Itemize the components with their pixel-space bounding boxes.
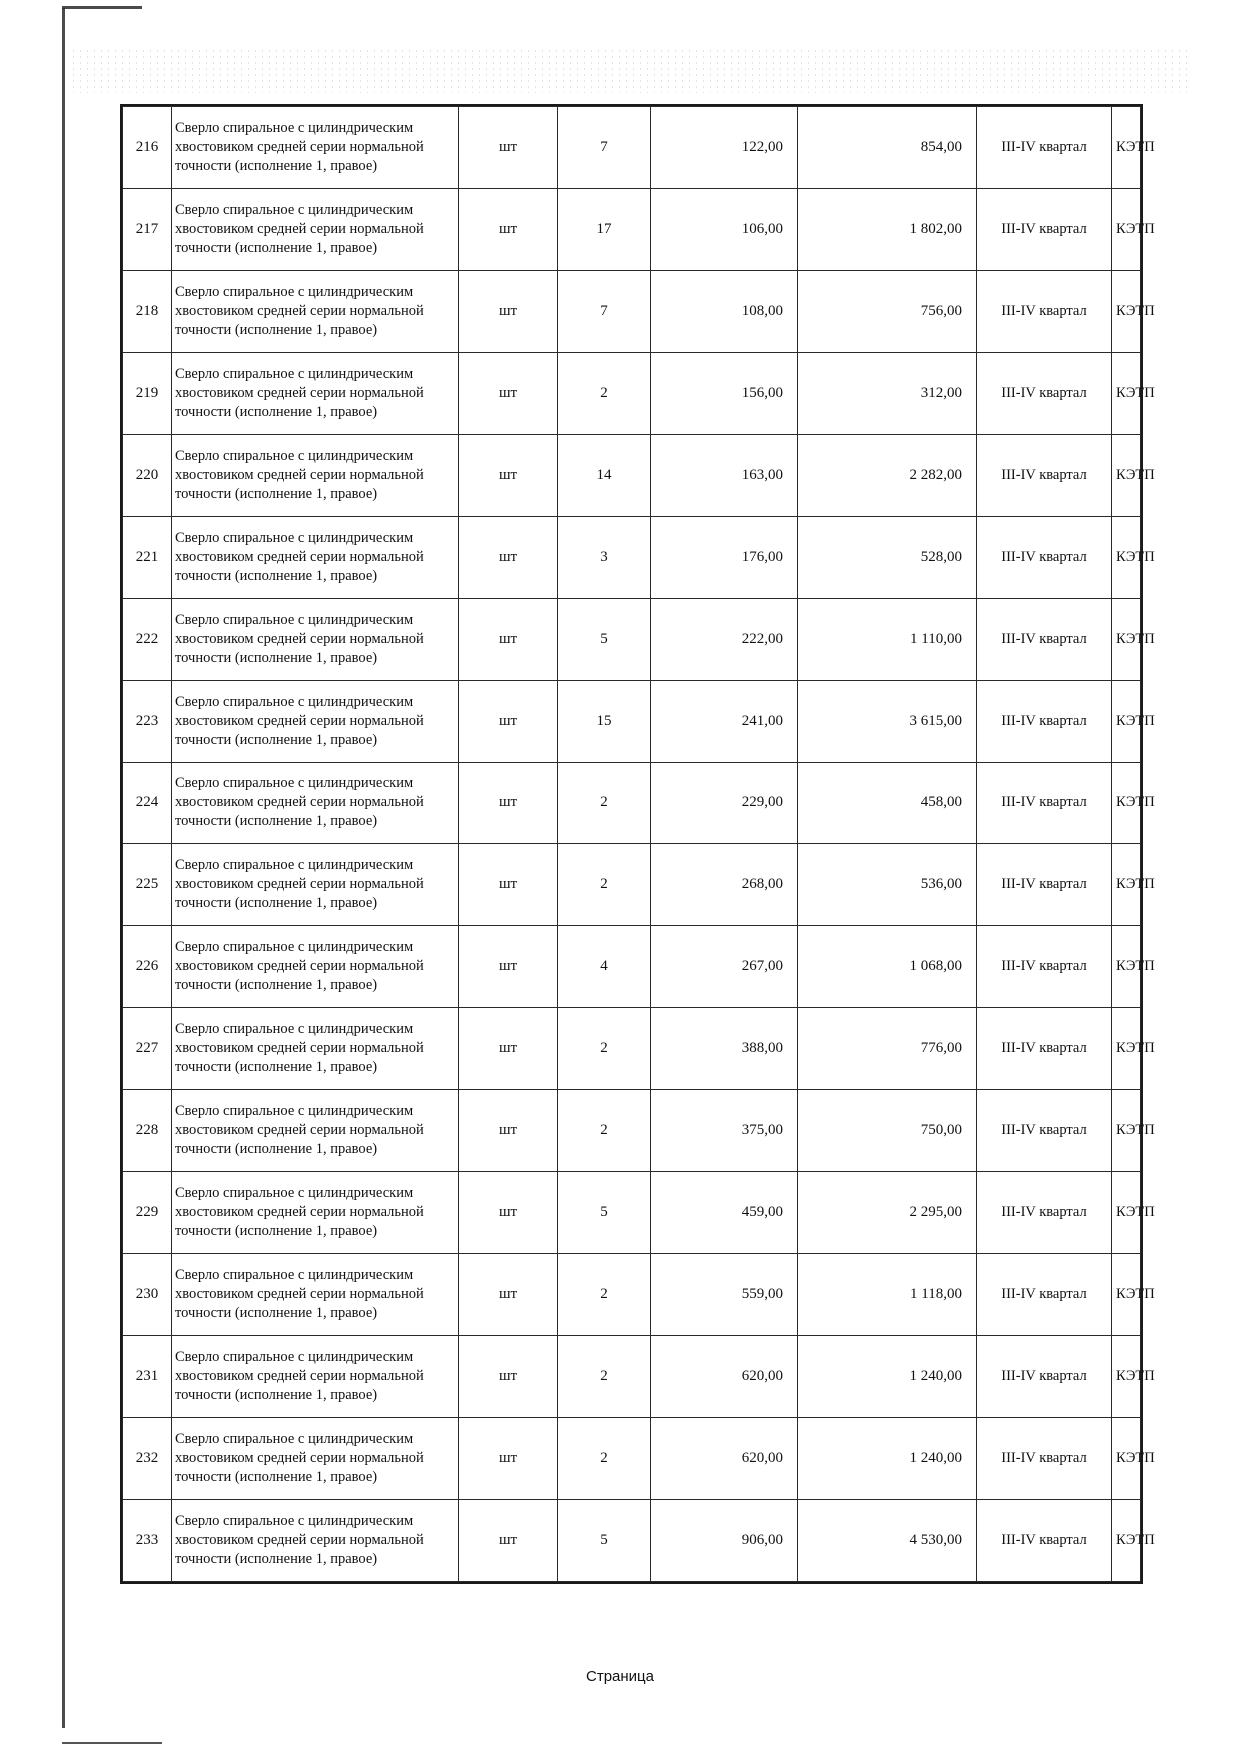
item-price: 559,00 xyxy=(651,1254,798,1336)
table-row xyxy=(123,926,1141,1008)
item-period: III-IV квартал xyxy=(977,680,1112,762)
item-total: 3 615,00 xyxy=(798,680,977,762)
item-period: III-IV квартал xyxy=(977,926,1112,1008)
item-price: 375,00 xyxy=(651,1090,798,1172)
item-organization: КЭТП xyxy=(1112,516,1141,598)
table-row xyxy=(123,762,1141,844)
item-name: Сверло спиральное с цилиндрическим хвостовиком средней серии нормальной точности (исполнение 1, правое) xyxy=(172,1090,459,1172)
item-price: 388,00 xyxy=(651,1008,798,1090)
item-organization: КЭТП xyxy=(1112,1254,1141,1336)
item-period: III-IV квартал xyxy=(977,1090,1112,1172)
item-price: 620,00 xyxy=(651,1418,798,1500)
items-table-body xyxy=(123,107,1155,1582)
row-number: 230 xyxy=(123,1254,172,1336)
item-period: III-IV квартал xyxy=(977,1336,1112,1418)
item-quantity: 2 xyxy=(558,844,651,926)
item-name: Сверло спиральное с цилиндрическим хвостовиком средней серии нормальной точности (исполнение 1, правое) xyxy=(172,516,459,598)
table-row xyxy=(123,107,1141,189)
item-period: III-IV квартал xyxy=(977,352,1112,434)
table-row xyxy=(123,1172,1141,1254)
item-unit: шт xyxy=(459,1172,558,1254)
item-price: 108,00 xyxy=(651,270,798,352)
item-quantity: 2 xyxy=(558,1008,651,1090)
item-name: Сверло спиральное с цилиндрическим хвостовиком средней серии нормальной точности (исполнение 1, правое) xyxy=(172,1499,459,1581)
item-organization: КЭТП xyxy=(1112,434,1141,516)
item-organization: КЭТП xyxy=(1112,926,1141,1008)
item-unit: шт xyxy=(459,516,558,598)
item-unit: шт xyxy=(459,352,558,434)
item-price: 176,00 xyxy=(651,516,798,598)
item-total: 1 110,00 xyxy=(798,598,977,680)
item-period: III-IV квартал xyxy=(977,270,1112,352)
item-period: III-IV квартал xyxy=(977,1418,1112,1500)
item-period: III-IV квартал xyxy=(977,598,1112,680)
row-number: 225 xyxy=(123,844,172,926)
item-quantity: 2 xyxy=(558,1336,651,1418)
item-unit: шт xyxy=(459,270,558,352)
item-name: Сверло спиральное с цилиндрическим хвостовиком средней серии нормальной точности (исполнение 1, правое) xyxy=(172,1008,459,1090)
table-row xyxy=(123,270,1141,352)
item-quantity: 7 xyxy=(558,107,651,189)
item-total: 4 530,00 xyxy=(798,1499,977,1581)
row-number: 222 xyxy=(123,598,172,680)
item-quantity: 5 xyxy=(558,598,651,680)
item-name: Сверло спиральное с цилиндрическим хвостовиком средней серии нормальной точности (исполнение 1, правое) xyxy=(172,680,459,762)
item-unit: шт xyxy=(459,1418,558,1500)
item-quantity: 2 xyxy=(558,1090,651,1172)
item-name: Сверло спиральное с цилиндрическим хвостовиком средней серии нормальной точности (исполнение 1, правое) xyxy=(172,270,459,352)
table-row xyxy=(123,598,1141,680)
item-price: 163,00 xyxy=(651,434,798,516)
table-row xyxy=(123,1254,1141,1336)
item-organization: КЭТП xyxy=(1112,680,1141,762)
row-number: 216 xyxy=(123,107,172,189)
row-number: 233 xyxy=(123,1499,172,1581)
item-total: 1 802,00 xyxy=(798,188,977,270)
item-name: Сверло спиральное с цилиндрическим хвостовиком средней серии нормальной точности (исполнение 1, правое) xyxy=(172,598,459,680)
item-unit: шт xyxy=(459,762,558,844)
item-quantity: 5 xyxy=(558,1172,651,1254)
item-total: 2 295,00 xyxy=(798,1172,977,1254)
item-quantity: 7 xyxy=(558,270,651,352)
item-quantity: 14 xyxy=(558,434,651,516)
item-price: 222,00 xyxy=(651,598,798,680)
item-unit: шт xyxy=(459,926,558,1008)
item-period: III-IV квартал xyxy=(977,434,1112,516)
item-quantity: 5 xyxy=(558,1499,651,1581)
table-row xyxy=(123,1090,1141,1172)
item-unit: шт xyxy=(459,680,558,762)
item-organization: КЭТП xyxy=(1112,762,1141,844)
item-quantity: 15 xyxy=(558,680,651,762)
scan-edge-left xyxy=(62,8,65,1728)
item-period: III-IV квартал xyxy=(977,1172,1112,1254)
item-organization: КЭТП xyxy=(1112,270,1141,352)
item-quantity: 17 xyxy=(558,188,651,270)
item-organization: КЭТП xyxy=(1112,107,1141,189)
item-quantity: 4 xyxy=(558,926,651,1008)
row-number: 228 xyxy=(123,1090,172,1172)
row-number: 231 xyxy=(123,1336,172,1418)
item-unit: шт xyxy=(459,1090,558,1172)
table-row xyxy=(123,352,1141,434)
item-period: III-IV квартал xyxy=(977,516,1112,598)
item-organization: КЭТП xyxy=(1112,1418,1141,1500)
item-organization: КЭТП xyxy=(1112,1336,1141,1418)
item-total: 1 118,00 xyxy=(798,1254,977,1336)
item-period: III-IV квартал xyxy=(977,1499,1112,1581)
item-name: Сверло спиральное с цилиндрическим хвостовиком средней серии нормальной точности (исполнение 1, правое) xyxy=(172,1336,459,1418)
item-organization: КЭТП xyxy=(1112,1172,1141,1254)
item-unit: шт xyxy=(459,598,558,680)
item-name: Сверло спиральное с цилиндрическим хвостовиком средней серии нормальной точности (исполнение 1, правое) xyxy=(172,1418,459,1500)
page-label: Страница xyxy=(586,1668,654,1685)
row-number: 219 xyxy=(123,352,172,434)
item-total: 528,00 xyxy=(798,516,977,598)
item-name: Сверло спиральное с цилиндрическим хвостовиком средней серии нормальной точности (исполнение 1, правое) xyxy=(172,844,459,926)
item-total: 1 240,00 xyxy=(798,1336,977,1418)
item-unit: шт xyxy=(459,844,558,926)
row-number: 221 xyxy=(123,516,172,598)
row-number: 220 xyxy=(123,434,172,516)
table-row xyxy=(123,1336,1141,1418)
items-table-grid xyxy=(122,106,1155,1582)
item-period: III-IV квартал xyxy=(977,762,1112,844)
item-unit: шт xyxy=(459,188,558,270)
item-organization: КЭТП xyxy=(1112,598,1141,680)
table-row xyxy=(123,844,1141,926)
scan-noise xyxy=(70,48,1190,93)
page-footer xyxy=(0,1668,1240,1685)
table-row xyxy=(123,434,1141,516)
row-number: 232 xyxy=(123,1418,172,1500)
item-quantity: 3 xyxy=(558,516,651,598)
item-price: 268,00 xyxy=(651,844,798,926)
item-total: 2 282,00 xyxy=(798,434,977,516)
row-number: 229 xyxy=(123,1172,172,1254)
item-quantity: 2 xyxy=(558,1254,651,1336)
item-quantity: 2 xyxy=(558,762,651,844)
item-unit: шт xyxy=(459,1499,558,1581)
items-table xyxy=(120,104,1155,1584)
table-row xyxy=(123,516,1141,598)
item-name: Сверло спиральное с цилиндрическим хвостовиком средней серии нормальной точности (исполнение 1, правое) xyxy=(172,1172,459,1254)
item-period: III-IV квартал xyxy=(977,1008,1112,1090)
item-name: Сверло спиральное с цилиндрическим хвостовиком средней серии нормальной точности (исполнение 1, правое) xyxy=(172,188,459,270)
item-period: III-IV квартал xyxy=(977,188,1112,270)
item-period: III-IV квартал xyxy=(977,107,1112,189)
item-period: III-IV квартал xyxy=(977,1254,1112,1336)
item-total: 458,00 xyxy=(798,762,977,844)
item-name: Сверло спиральное с цилиндрическим хвостовиком средней серии нормальной точности (исполнение 1, правое) xyxy=(172,762,459,844)
item-total: 1 068,00 xyxy=(798,926,977,1008)
item-name: Сверло спиральное с цилиндрическим хвостовиком средней серии нормальной точности (исполнение 1, правое) xyxy=(172,107,459,189)
item-name: Сверло спиральное с цилиндрическим хвостовиком средней серии нормальной точности (исполнение 1, правое) xyxy=(172,926,459,1008)
item-price: 156,00 xyxy=(651,352,798,434)
item-price: 459,00 xyxy=(651,1172,798,1254)
item-price: 122,00 xyxy=(651,107,798,189)
row-number: 226 xyxy=(123,926,172,1008)
item-price: 267,00 xyxy=(651,926,798,1008)
table-row xyxy=(123,1499,1141,1581)
item-price: 106,00 xyxy=(651,188,798,270)
row-number: 223 xyxy=(123,680,172,762)
table-row xyxy=(123,1418,1141,1500)
item-organization: КЭТП xyxy=(1112,1008,1141,1090)
table-row xyxy=(123,188,1141,270)
item-quantity: 2 xyxy=(558,352,651,434)
scan-edge-bottom xyxy=(62,1742,162,1744)
item-total: 854,00 xyxy=(798,107,977,189)
row-number: 224 xyxy=(123,762,172,844)
item-quantity: 2 xyxy=(558,1418,651,1500)
item-organization: КЭТП xyxy=(1112,1499,1141,1581)
item-name: Сверло спиральное с цилиндрическим хвостовиком средней серии нормальной точности (исполнение 1, правое) xyxy=(172,352,459,434)
item-organization: КЭТП xyxy=(1112,188,1141,270)
item-total: 776,00 xyxy=(798,1008,977,1090)
item-total: 312,00 xyxy=(798,352,977,434)
item-price: 620,00 xyxy=(651,1336,798,1418)
item-unit: шт xyxy=(459,1008,558,1090)
item-total: 1 240,00 xyxy=(798,1418,977,1500)
item-total: 756,00 xyxy=(798,270,977,352)
item-name: Сверло спиральное с цилиндрическим хвостовиком средней серии нормальной точности (исполнение 1, правое) xyxy=(172,434,459,516)
item-period: III-IV квартал xyxy=(977,844,1112,926)
item-organization: КЭТП xyxy=(1112,1090,1141,1172)
item-unit: шт xyxy=(459,107,558,189)
row-number: 227 xyxy=(123,1008,172,1090)
item-price: 241,00 xyxy=(651,680,798,762)
table-row xyxy=(123,680,1141,762)
table-row xyxy=(123,1008,1141,1090)
item-unit: шт xyxy=(459,1254,558,1336)
item-organization: КЭТП xyxy=(1112,352,1141,434)
item-name: Сверло спиральное с цилиндрическим хвостовиком средней серии нормальной точности (исполнение 1, правое) xyxy=(172,1254,459,1336)
scan-edge-top xyxy=(62,6,142,9)
item-organization: КЭТП xyxy=(1112,844,1141,926)
item-price: 229,00 xyxy=(651,762,798,844)
row-number: 218 xyxy=(123,270,172,352)
item-price: 906,00 xyxy=(651,1499,798,1581)
row-number: 217 xyxy=(123,188,172,270)
item-total: 750,00 xyxy=(798,1090,977,1172)
item-unit: шт xyxy=(459,434,558,516)
item-unit: шт xyxy=(459,1336,558,1418)
item-total: 536,00 xyxy=(798,844,977,926)
